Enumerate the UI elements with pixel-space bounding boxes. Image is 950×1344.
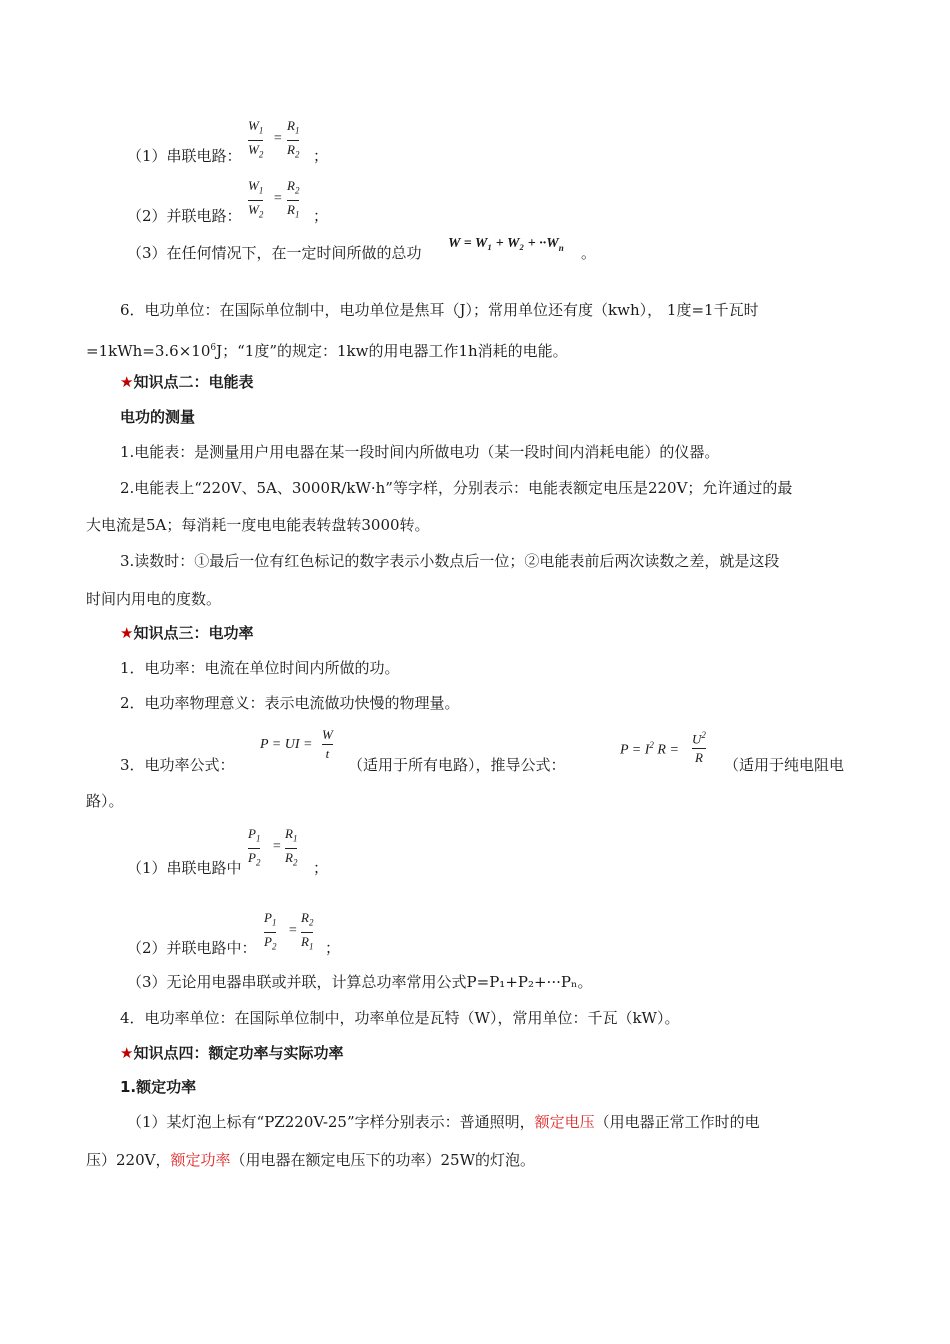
kp3-p3-cont: 路）。 — [86, 792, 124, 810]
kp2-subheading: 电功的测量 — [120, 408, 196, 426]
kp3-total-power: （3）无论用电器串联或并联，计算总功率常用公式P=P₁+P₂+···Pₙ。 — [127, 973, 593, 991]
series-work-label: （1）串联电路： — [127, 147, 242, 165]
power-series-left-fraction: $P_1$ $P_2$ — [248, 826, 261, 868]
kp2-p1: 1.电能表：是测量用户用电器在某一段时间内所做电功（某一段时间内消耗电能）的仪器。 — [120, 443, 720, 461]
work-unit-line2: $=1kWh=3.6\times 10^6J$；“1度”的规定：1kw的用电器工作1h消耗的电能。 — [86, 342, 568, 360]
kp3-p3-mid: （适用于所有电路），推导公式： — [348, 756, 566, 774]
parallel-power-label: （2）并联电路中： — [127, 939, 257, 957]
semicolon: ； — [325, 939, 341, 957]
kp3-heading: ★知识点三：电功率 — [120, 624, 254, 642]
work-ratio-left-fraction: $W_1$ $W_2$ — [248, 118, 264, 160]
semicolon: ； — [313, 859, 329, 877]
kp4-p1-line1: （1）某灯泡上标有“PZ220V-25”字样分别表示：普通照明，额定电压（用电器正常工作时的电 — [127, 1113, 760, 1131]
parallel-work-right-fraction: $R_2$ $R_1$ — [287, 178, 300, 220]
total-work-formula: $W = W_1 + W_2 + \cdot\cdot W_n$ — [448, 236, 564, 253]
power-formula-left: P = UI = — [260, 737, 313, 752]
kp3-p3-end: （适用于纯电阻电 — [724, 756, 845, 774]
kp2-p2-line2: 大电流是5A；每消耗一度电电能表转盘转3000转。 — [86, 516, 430, 534]
parallel-work-left-fraction: $W_1$ $W_2$ — [248, 178, 264, 220]
star-icon: ★ — [120, 373, 134, 391]
power-formula-fraction: W t — [322, 727, 333, 761]
semicolon: ； — [313, 207, 329, 225]
kp3-p3-label: 3．电功率公式： — [120, 756, 235, 774]
work-unit-line1: 6．电功单位：在国际单位制中，电功单位是焦耳（J）；常用单位还有度（kwh）， 1度=1千瓦时 — [120, 301, 759, 319]
equals-sign: = — [272, 839, 282, 854]
kp3-p1: 1．电功率：电流在单位时间内所做的功。 — [120, 659, 400, 677]
power-parallel-right-fraction: $R_2$ $R_1$ — [301, 910, 314, 952]
kp3-power-unit: 4．电功率单位：在国际单位制中，功率单位是瓦特（W），常用单位：千瓦（kW）。 — [120, 1009, 680, 1027]
kp4-subheading: 1.额定功率 — [120, 1078, 197, 1096]
power-parallel-left-fraction: $P_1$ $P_2$ — [264, 910, 277, 952]
kp3-p2: 2．电功率物理意义：表示电流做功快慢的物理量。 — [120, 694, 460, 712]
rated-power-term: 额定功率 — [170, 1151, 231, 1169]
kp2-p3-line1: 3.读数时：①最后一位有红色标记的数字表示小数点后一位；②电能表前后两次读数之差，就是这段 — [120, 552, 780, 570]
star-icon: ★ — [120, 624, 134, 642]
series-power-label: （1）串联电路中 — [127, 859, 242, 877]
star-icon: ★ — [120, 1044, 134, 1062]
kp2-heading: ★知识点二：电能表 — [120, 373, 254, 391]
kp2-p2-line1: 2.电能表上“220V、5A、3000R/kW·h”等字样，分别表示：电能表额定电压是220V；允许通过的最 — [120, 479, 793, 497]
kp2-p3-line2: 时间内用电的度数。 — [86, 590, 222, 608]
semicolon: ； — [313, 147, 329, 165]
equals-sign: = — [273, 191, 283, 206]
kp4-p1-line2: 压）220V，额定功率（用电器在额定电压下的功率）25W的灯泡。 — [86, 1151, 535, 1169]
equals-sign: = — [273, 131, 283, 146]
equals-sign: = — [288, 923, 298, 938]
parallel-work-label: （2）并联电路： — [127, 207, 242, 225]
derived-formula-left: $P = I^2$ R = — [620, 740, 679, 758]
derived-formula-fraction: $U^2$ R — [692, 730, 706, 766]
kp4-heading: ★知识点四：额定功率与实际功率 — [120, 1044, 344, 1062]
power-series-right-fraction: $R_1$ $R_2$ — [285, 826, 298, 868]
total-work-text: （3）在任何情况下，在一定时间所做的总功 — [127, 244, 422, 262]
period: 。 — [581, 244, 597, 262]
rated-voltage-term: 额定电压 — [534, 1113, 595, 1131]
work-ratio-right-fraction: $R_1$ $R_2$ — [287, 118, 300, 160]
